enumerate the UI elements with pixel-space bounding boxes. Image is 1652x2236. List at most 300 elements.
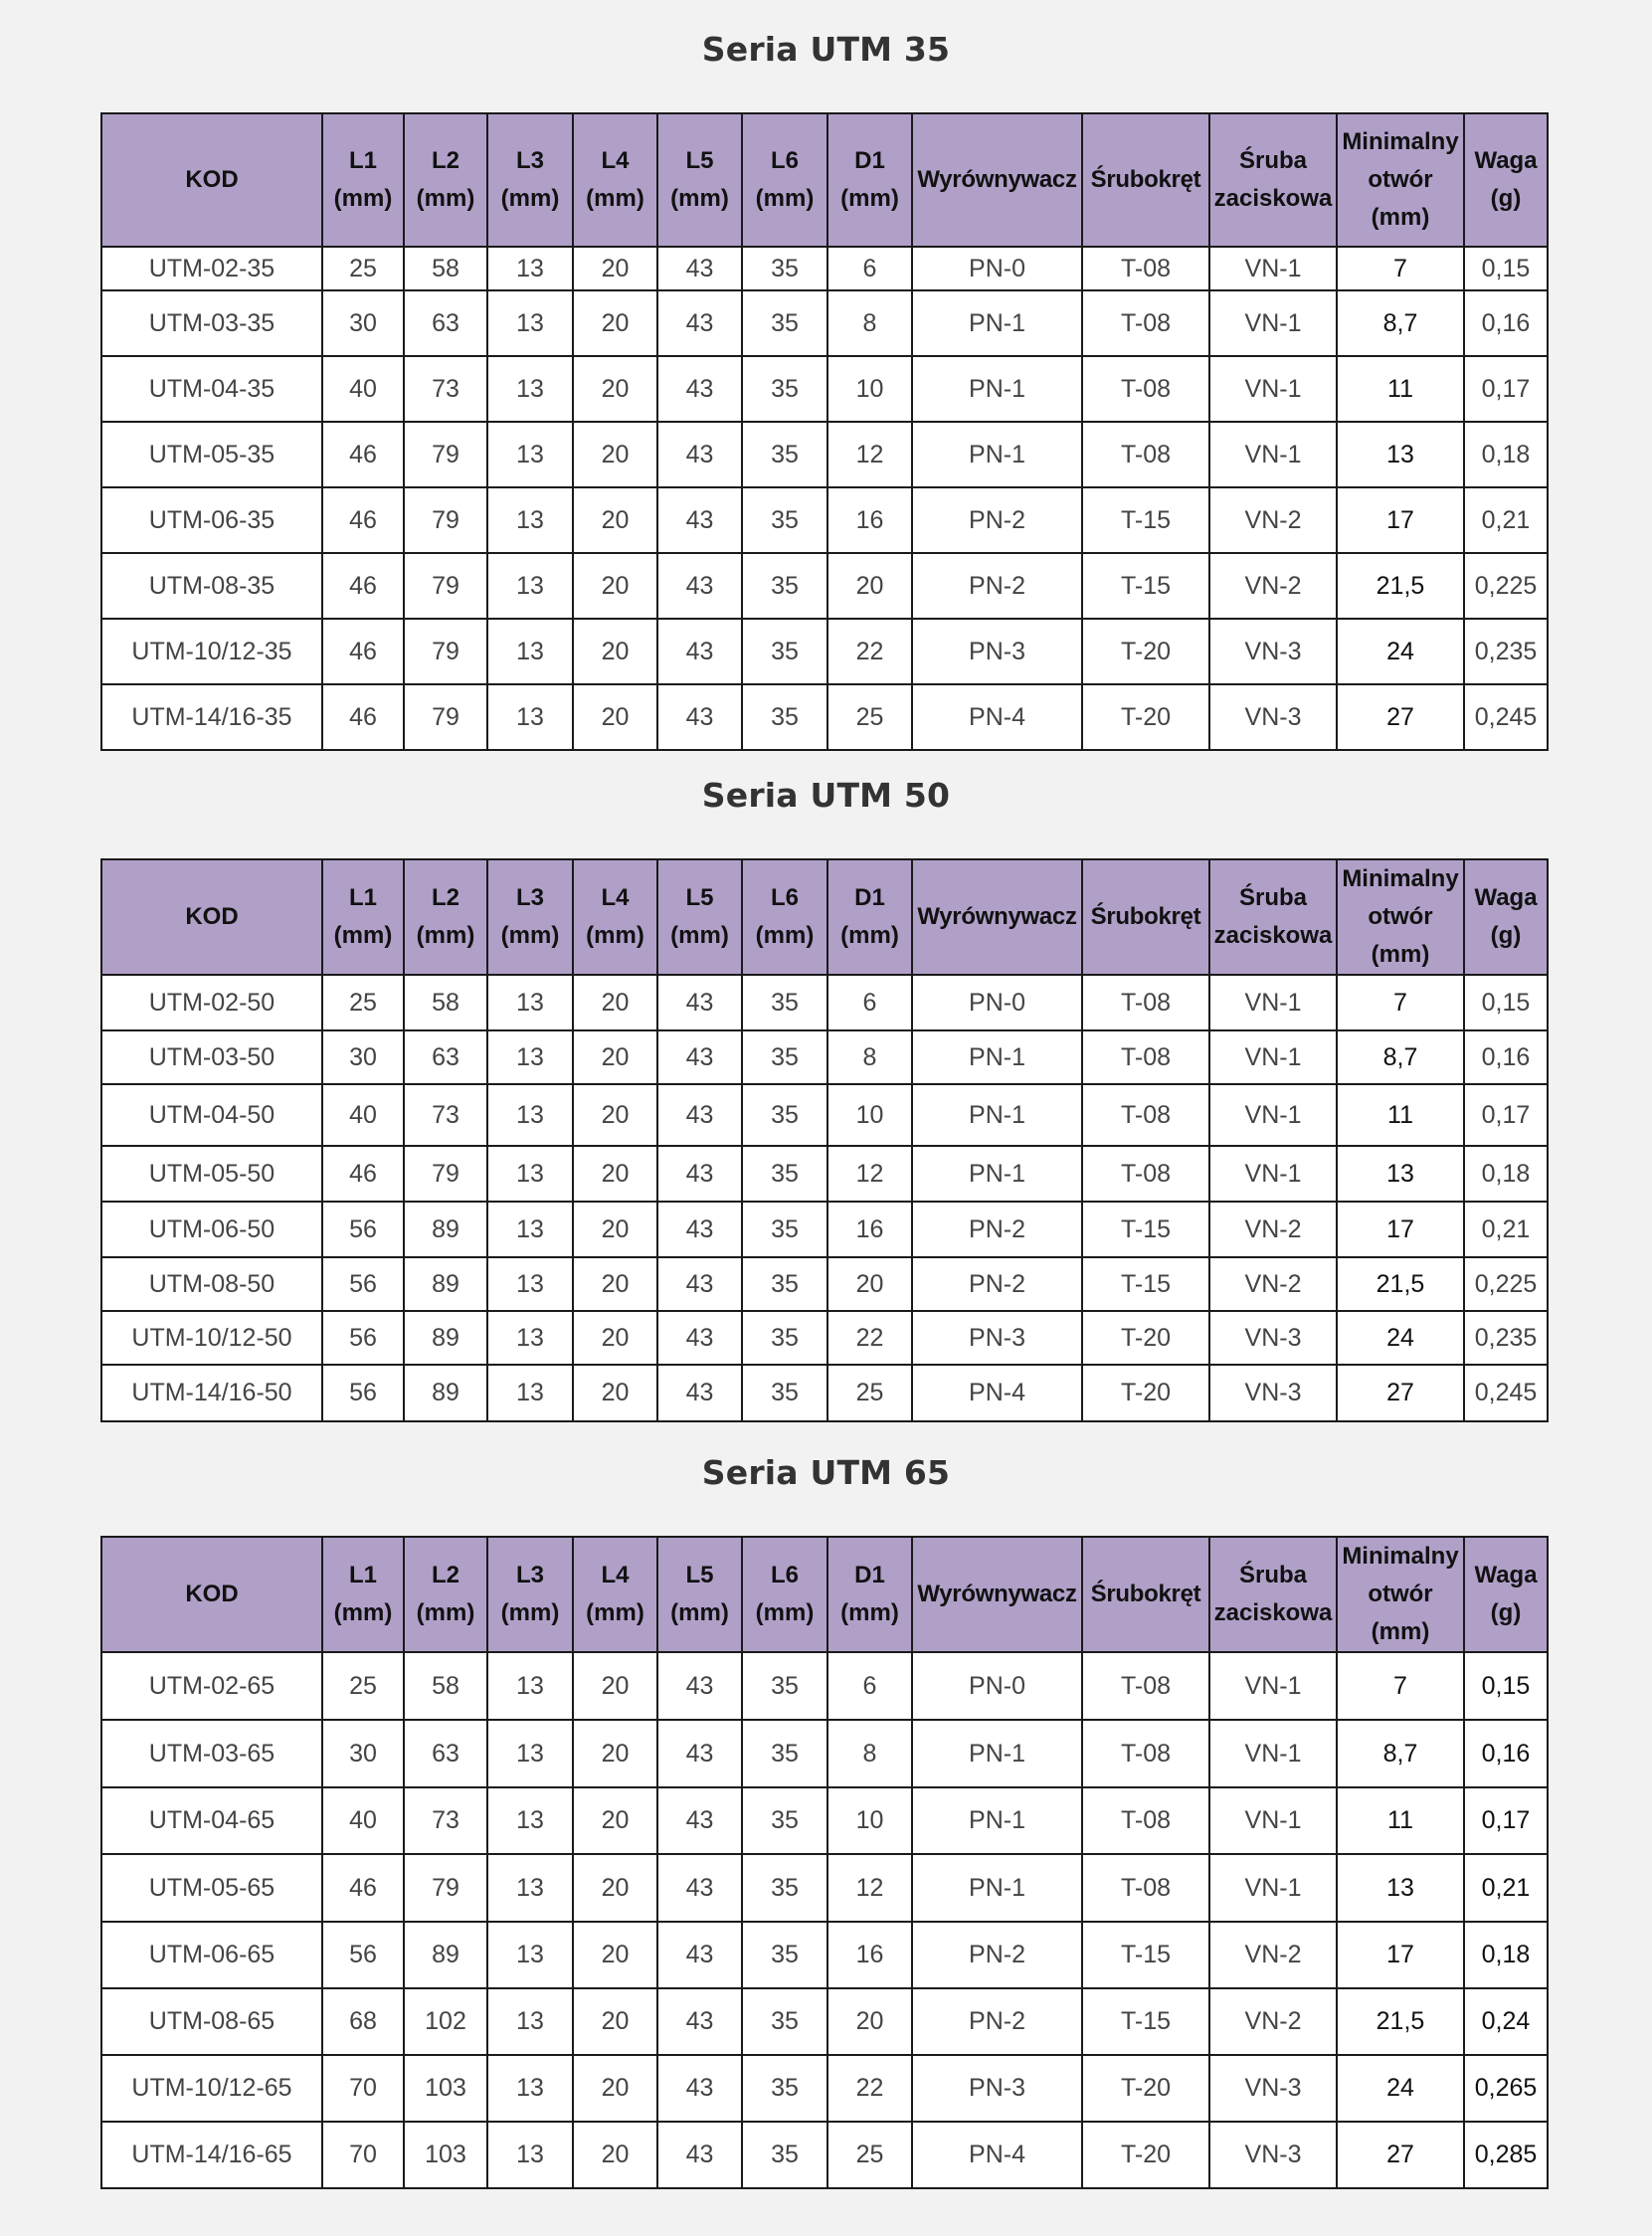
cell-d1: 25 [827,2122,912,2188]
cell-wyrownywacz: PN-3 [912,619,1082,684]
cell-l1: 46 [322,1854,404,1922]
cell-l1: 46 [322,553,404,619]
cell-l2: 89 [404,1365,487,1421]
cell-l2: 63 [404,1720,487,1787]
cell-waga: 0,18 [1464,1146,1548,1202]
table-row [101,1202,1548,1257]
cell-srubokret: T-08 [1082,1720,1209,1787]
cell-waga: 0,16 [1464,290,1548,356]
column-header-label: L3 (mm) [500,884,560,949]
column-header-sruba-zaciskowa [1209,113,1337,247]
cell-l5: 43 [657,247,742,290]
column-header-wyrownywacz [912,859,1082,975]
cell-sruba-zaciskowa: VN-3 [1209,684,1337,750]
cell-l2: 103 [404,2122,487,2188]
section-title: Seria UTM 65 [701,1453,951,1492]
cell-waga: 0,24 [1464,1988,1548,2055]
column-header-l6 [742,1537,827,1652]
cell-l4: 20 [573,1146,657,1202]
cell-minimalny-otwor: 8,7 [1337,1030,1464,1084]
cell-waga: 0,15 [1464,1652,1548,1720]
cell-wyrownywacz: PN-2 [912,1988,1082,2055]
cell-l2: 73 [404,356,487,422]
cell-l4: 20 [573,1854,657,1922]
cell-srubokret: T-08 [1082,1787,1209,1854]
cell-l2: 89 [404,1922,487,1988]
cell-minimalny-otwor: 8,7 [1337,1720,1464,1787]
cell-waga: 0,15 [1464,975,1548,1030]
cell-l2: 73 [404,1084,487,1146]
cell-l6: 35 [742,619,827,684]
column-header-label: L1 (mm) [333,147,393,212]
cell-l3: 13 [487,290,573,356]
cell-l2: 79 [404,422,487,487]
column-header-wyrownywacz [912,1537,1082,1652]
cell-l2: 79 [404,1146,487,1202]
cell-waga: 0,225 [1464,1257,1548,1311]
cell-minimalny-otwor: 21,5 [1337,553,1464,619]
cell-d1: 22 [827,1311,912,1365]
cell-l2: 58 [404,247,487,290]
cell-l5: 43 [657,1922,742,1988]
cell-l1: 46 [322,1146,404,1202]
table-row [101,1311,1548,1365]
table-row [101,1030,1548,1084]
cell-l4: 20 [573,356,657,422]
cell-wyrownywacz: PN-1 [912,356,1082,422]
cell-srubokret: T-08 [1082,1854,1209,1922]
column-header-l4 [573,113,657,247]
cell-kod: UTM-04-50 [101,1084,322,1146]
table-header-row [101,1537,1548,1652]
column-header-l1 [322,113,404,247]
cell-wyrownywacz: PN-3 [912,1311,1082,1365]
cell-l3: 13 [487,1365,573,1421]
cell-waga: 0,17 [1464,356,1548,422]
column-header-l2 [404,113,487,247]
cell-l4: 20 [573,684,657,750]
cell-l1: 25 [322,247,404,290]
cell-sruba-zaciskowa: VN-1 [1209,1084,1337,1146]
cell-d1: 6 [827,247,912,290]
table-row [101,975,1548,1030]
cell-l5: 43 [657,1146,742,1202]
cell-l5: 43 [657,1311,742,1365]
cell-l1: 46 [322,619,404,684]
cell-l5: 43 [657,1030,742,1084]
cell-l4: 20 [573,1084,657,1146]
cell-wyrownywacz: PN-0 [912,975,1082,1030]
cell-l2: 89 [404,1311,487,1365]
section-title: Seria UTM 35 [701,30,951,69]
cell-sruba-zaciskowa: VN-3 [1209,2055,1337,2122]
cell-minimalny-otwor: 17 [1337,1922,1464,1988]
cell-l5: 43 [657,1652,742,1720]
cell-l4: 20 [573,487,657,553]
table-row [101,684,1548,750]
cell-waga: 0,18 [1464,1922,1548,1988]
cell-minimalny-otwor: 21,5 [1337,1988,1464,2055]
cell-kod: UTM-08-35 [101,553,322,619]
table-row [101,1257,1548,1311]
column-header-d1 [827,1537,912,1652]
cell-kod: UTM-03-50 [101,1030,322,1084]
cell-l1: 70 [322,2055,404,2122]
column-header-l3 [487,1537,573,1652]
cell-waga: 0,15 [1464,247,1548,290]
cell-waga: 0,17 [1464,1084,1548,1146]
column-header-l6 [742,859,827,975]
column-header-l4 [573,1537,657,1652]
cell-wyrownywacz: PN-3 [912,2055,1082,2122]
column-header-label: Minimalny otwór (mm) [1342,1543,1459,1645]
cell-waga: 0,245 [1464,684,1548,750]
cell-l6: 35 [742,1146,827,1202]
cell-srubokret: T-20 [1082,1311,1209,1365]
cell-l6: 35 [742,1854,827,1922]
column-header-label: Wyrównywacz [917,1581,1077,1607]
cell-minimalny-otwor: 13 [1337,1146,1464,1202]
cell-l5: 43 [657,1084,742,1146]
cell-d1: 8 [827,1720,912,1787]
cell-kod: UTM-14/16-35 [101,684,322,750]
cell-waga: 0,235 [1464,1311,1548,1365]
cell-l5: 43 [657,2122,742,2188]
column-header-label: L5 (mm) [670,884,729,949]
column-header-label: Waga (g) [1474,1562,1538,1626]
cell-waga: 0,16 [1464,1030,1548,1084]
cell-l2: 58 [404,1652,487,1720]
cell-l6: 35 [742,290,827,356]
cell-l6: 35 [742,1202,827,1257]
cell-l4: 20 [573,2055,657,2122]
column-header-waga [1464,1537,1548,1652]
cell-l5: 43 [657,1257,742,1311]
cell-waga: 0,21 [1464,1854,1548,1922]
cell-sruba-zaciskowa: VN-2 [1209,1257,1337,1311]
cell-sruba-zaciskowa: VN-1 [1209,1787,1337,1854]
column-header-minimalny-otwor [1337,859,1464,975]
cell-l6: 35 [742,1988,827,2055]
cell-kod: UTM-02-35 [101,247,322,290]
column-header-l5 [657,113,742,247]
cell-l3: 13 [487,1146,573,1202]
cell-sruba-zaciskowa: VN-1 [1209,1146,1337,1202]
column-header-l3 [487,859,573,975]
column-header-srubokret [1082,1537,1209,1652]
cell-sruba-zaciskowa: VN-2 [1209,1988,1337,2055]
spec-table [100,112,1549,751]
cell-d1: 8 [827,290,912,356]
cell-srubokret: T-20 [1082,684,1209,750]
cell-l3: 13 [487,1922,573,1988]
column-header-label: L3 (mm) [500,1562,560,1626]
column-header-label: L6 (mm) [755,147,815,212]
table-row [101,1652,1548,1720]
column-header-srubokret [1082,113,1209,247]
column-header-label: Śruba zaciskowa [1213,884,1333,949]
cell-l4: 20 [573,1720,657,1787]
table-row [101,553,1548,619]
cell-l5: 43 [657,1365,742,1421]
cell-kod: UTM-08-65 [101,1988,322,2055]
cell-l3: 13 [487,1030,573,1084]
cell-l5: 43 [657,422,742,487]
cell-l4: 20 [573,1030,657,1084]
cell-l1: 40 [322,1787,404,1854]
column-header-label: L1 (mm) [333,884,393,949]
cell-l5: 43 [657,1854,742,1922]
cell-l1: 30 [322,1720,404,1787]
table-header-row [101,113,1548,247]
cell-minimalny-otwor: 13 [1337,1854,1464,1922]
column-header-label: D1 (mm) [840,147,899,212]
table-row [101,356,1548,422]
section-title: Seria UTM 50 [701,776,951,815]
cell-l3: 13 [487,1720,573,1787]
cell-l4: 20 [573,1257,657,1311]
cell-l6: 35 [742,684,827,750]
cell-srubokret: T-08 [1082,290,1209,356]
cell-minimalny-otwor: 24 [1337,1311,1464,1365]
cell-wyrownywacz: PN-2 [912,553,1082,619]
cell-wyrownywacz: PN-1 [912,1854,1082,1922]
cell-l2: 73 [404,1787,487,1854]
column-header-sruba-zaciskowa [1209,859,1337,975]
cell-l3: 13 [487,2055,573,2122]
cell-srubokret: T-15 [1082,487,1209,553]
spec-table [100,1536,1549,2189]
column-header-label: Śrubokręt [1090,903,1201,930]
cell-l1: 30 [322,1030,404,1084]
cell-kod: UTM-10/12-35 [101,619,322,684]
cell-sruba-zaciskowa: VN-1 [1209,1720,1337,1787]
cell-sruba-zaciskowa: VN-1 [1209,975,1337,1030]
column-header-l3 [487,113,573,247]
cell-l6: 35 [742,1257,827,1311]
cell-l5: 43 [657,1202,742,1257]
cell-l1: 40 [322,356,404,422]
column-header-srubokret [1082,859,1209,975]
cell-srubokret: T-20 [1082,2122,1209,2188]
column-header-l1 [322,1537,404,1652]
cell-d1: 12 [827,1854,912,1922]
cell-minimalny-otwor: 11 [1337,1787,1464,1854]
cell-kod: UTM-04-65 [101,1787,322,1854]
cell-l1: 56 [322,1365,404,1421]
column-header-label: Śrubokręt [1090,1581,1201,1607]
column-header-l6 [742,113,827,247]
cell-minimalny-otwor: 27 [1337,1365,1464,1421]
cell-wyrownywacz: PN-1 [912,1146,1082,1202]
cell-l2: 79 [404,684,487,750]
column-header-label: L4 (mm) [586,147,644,212]
cell-l4: 20 [573,553,657,619]
cell-srubokret: T-08 [1082,975,1209,1030]
cell-sruba-zaciskowa: VN-1 [1209,1854,1337,1922]
cell-l5: 43 [657,356,742,422]
cell-sruba-zaciskowa: VN-2 [1209,553,1337,619]
cell-wyrownywacz: PN-0 [912,247,1082,290]
cell-sruba-zaciskowa: VN-3 [1209,1365,1337,1421]
cell-d1: 22 [827,619,912,684]
cell-wyrownywacz: PN-1 [912,290,1082,356]
cell-minimalny-otwor: 24 [1337,619,1464,684]
cell-wyrownywacz: PN-1 [912,1787,1082,1854]
cell-srubokret: T-08 [1082,422,1209,487]
column-header-wyrownywacz [912,113,1082,247]
cell-l5: 43 [657,487,742,553]
cell-sruba-zaciskowa: VN-1 [1209,247,1337,290]
cell-wyrownywacz: PN-2 [912,487,1082,553]
cell-kod: UTM-03-35 [101,290,322,356]
cell-l3: 13 [487,1084,573,1146]
cell-l4: 20 [573,1365,657,1421]
cell-kod: UTM-05-65 [101,1854,322,1922]
cell-l1: 46 [322,684,404,750]
column-header-label: L6 (mm) [755,1562,815,1626]
cell-l6: 35 [742,356,827,422]
cell-l3: 13 [487,1988,573,2055]
column-header-label: D1 (mm) [840,1562,899,1626]
column-header-kod [101,1537,322,1652]
cell-l3: 13 [487,1257,573,1311]
cell-l2: 89 [404,1257,487,1311]
cell-wyrownywacz: PN-4 [912,1365,1082,1421]
cell-l4: 20 [573,2122,657,2188]
cell-l1: 70 [322,2122,404,2188]
cell-waga: 0,245 [1464,1365,1548,1421]
cell-l1: 68 [322,1988,404,2055]
cell-l3: 13 [487,422,573,487]
table-row [101,247,1548,290]
cell-sruba-zaciskowa: VN-2 [1209,1202,1337,1257]
column-header-minimalny-otwor [1337,113,1464,247]
cell-l3: 13 [487,487,573,553]
cell-srubokret: T-15 [1082,1988,1209,2055]
cell-l3: 13 [487,356,573,422]
cell-d1: 20 [827,1257,912,1311]
cell-l2: 79 [404,553,487,619]
cell-kod: UTM-06-65 [101,1922,322,1988]
column-header-label: Wyrównywacz [917,903,1077,930]
cell-l5: 43 [657,1988,742,2055]
cell-l5: 43 [657,553,742,619]
cell-l2: 89 [404,1202,487,1257]
cell-sruba-zaciskowa: VN-1 [1209,422,1337,487]
cell-l4: 20 [573,1787,657,1854]
cell-l2: 79 [404,619,487,684]
cell-l3: 13 [487,975,573,1030]
column-header-minimalny-otwor [1337,1537,1464,1652]
cell-l2: 102 [404,1988,487,2055]
cell-d1: 20 [827,1988,912,2055]
column-header-kod [101,859,322,975]
column-header-label: L5 (mm) [670,1562,729,1626]
cell-l4: 20 [573,247,657,290]
cell-l3: 13 [487,684,573,750]
column-header-label: L4 (mm) [586,1562,644,1626]
cell-kod: UTM-03-65 [101,1720,322,1787]
cell-l3: 13 [487,1787,573,1854]
column-header-l4 [573,859,657,975]
cell-d1: 25 [827,684,912,750]
cell-kod: UTM-08-50 [101,1257,322,1311]
table-row [101,422,1548,487]
table-row [101,1720,1548,1787]
cell-waga: 0,16 [1464,1720,1548,1787]
cell-srubokret: T-15 [1082,1922,1209,1988]
cell-kod: UTM-14/16-50 [101,1365,322,1421]
cell-sruba-zaciskowa: VN-3 [1209,619,1337,684]
cell-waga: 0,285 [1464,2122,1548,2188]
cell-l4: 20 [573,619,657,684]
cell-l4: 20 [573,1988,657,2055]
column-header-label: L5 (mm) [670,147,729,212]
cell-srubokret: T-20 [1082,2055,1209,2122]
cell-kod: UTM-02-65 [101,1652,322,1720]
table-row [101,1365,1548,1421]
cell-waga: 0,21 [1464,487,1548,553]
table-row [101,1146,1548,1202]
table-row [101,2055,1548,2122]
column-header-waga [1464,859,1548,975]
cell-sruba-zaciskowa: VN-1 [1209,356,1337,422]
cell-wyrownywacz: PN-1 [912,422,1082,487]
cell-d1: 16 [827,1922,912,1988]
cell-l5: 43 [657,975,742,1030]
cell-wyrownywacz: PN-4 [912,684,1082,750]
cell-kod: UTM-05-50 [101,1146,322,1202]
cell-srubokret: T-08 [1082,247,1209,290]
cell-d1: 16 [827,487,912,553]
column-header-sruba-zaciskowa [1209,1537,1337,1652]
cell-l1: 25 [322,1652,404,1720]
column-header-label: KOD [185,903,239,930]
column-header-l2 [404,859,487,975]
cell-l1: 56 [322,1922,404,1988]
cell-l2: 63 [404,1030,487,1084]
cell-l1: 25 [322,975,404,1030]
cell-wyrownywacz: PN-1 [912,1720,1082,1787]
cell-minimalny-otwor: 27 [1337,2122,1464,2188]
column-header-label: Wyrównywacz [917,166,1077,193]
table-row [101,1084,1548,1146]
spec-table [100,858,1549,1422]
cell-minimalny-otwor: 24 [1337,2055,1464,2122]
cell-wyrownywacz: PN-1 [912,1084,1082,1146]
cell-sruba-zaciskowa: VN-1 [1209,1030,1337,1084]
cell-waga: 0,225 [1464,553,1548,619]
cell-d1: 25 [827,1365,912,1421]
cell-minimalny-otwor: 21,5 [1337,1257,1464,1311]
cell-srubokret: T-15 [1082,553,1209,619]
cell-sruba-zaciskowa: VN-1 [1209,1652,1337,1720]
cell-wyrownywacz: PN-2 [912,1202,1082,1257]
table-row [101,487,1548,553]
cell-waga: 0,18 [1464,422,1548,487]
column-header-label: L1 (mm) [333,1562,393,1626]
cell-wyrownywacz: PN-2 [912,1257,1082,1311]
cell-d1: 16 [827,1202,912,1257]
cell-wyrownywacz: PN-1 [912,1030,1082,1084]
cell-l6: 35 [742,422,827,487]
cell-l3: 13 [487,1854,573,1922]
cell-minimalny-otwor: 7 [1337,1652,1464,1720]
cell-kod: UTM-02-50 [101,975,322,1030]
column-header-waga [1464,113,1548,247]
cell-kod: UTM-10/12-65 [101,2055,322,2122]
